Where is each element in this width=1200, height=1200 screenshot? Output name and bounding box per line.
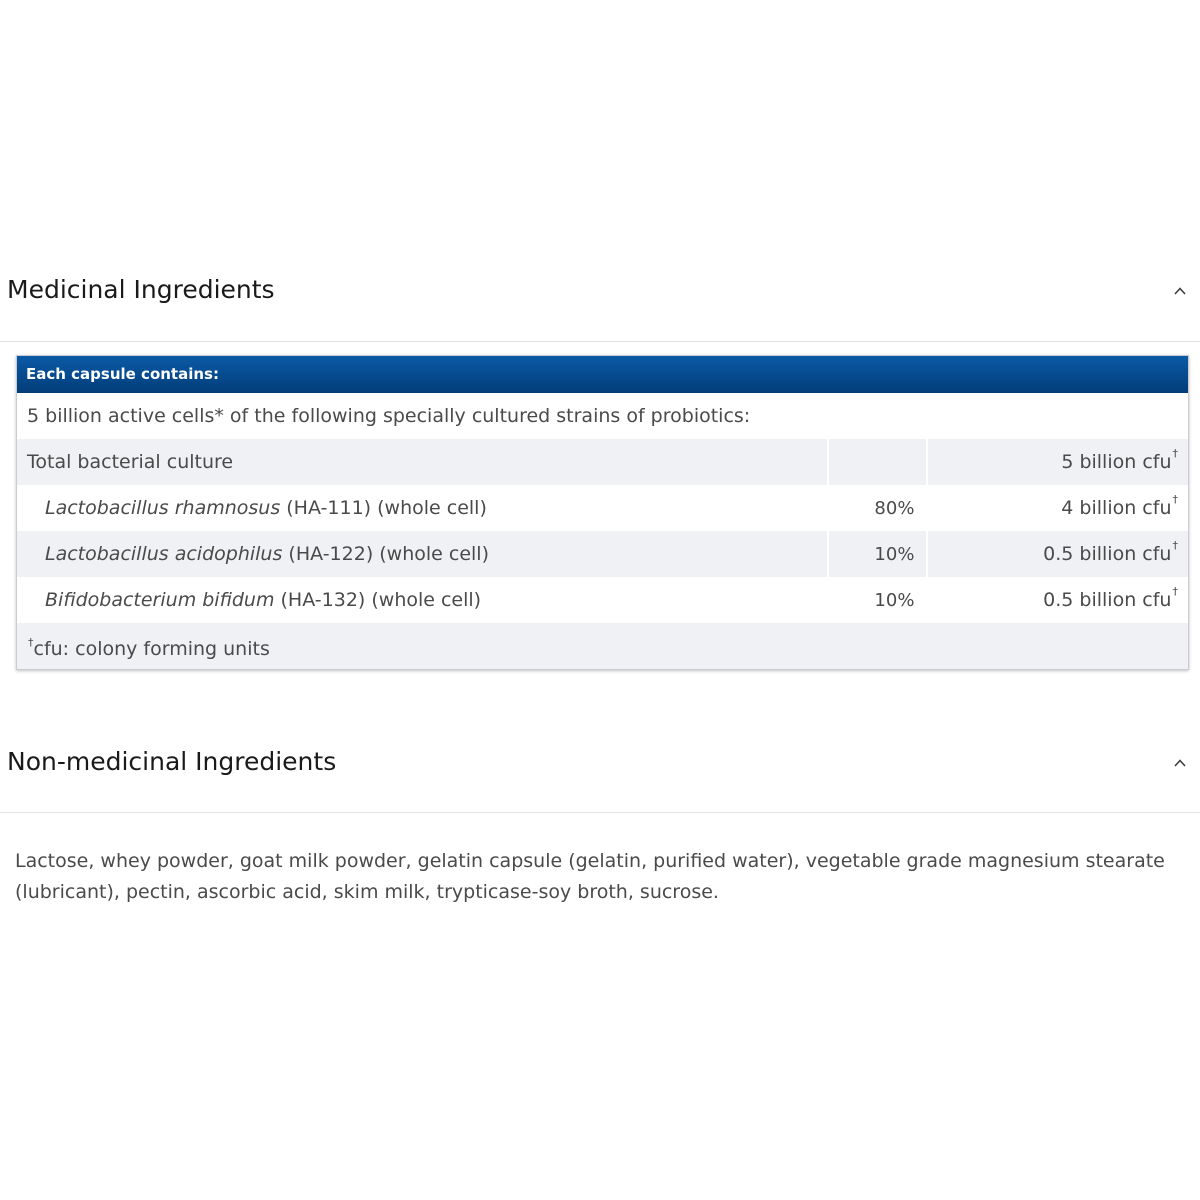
dagger-marker: † — [1172, 584, 1178, 598]
ingredient-percent: 80% — [874, 497, 915, 519]
strain-detail: (HA-132) (whole cell) — [274, 589, 482, 611]
non-medicinal-ingredients-title: Non-medicinal Ingredients — [7, 747, 337, 776]
table-row-total — [17, 439, 1188, 485]
total-label: Total bacterial culture — [17, 439, 827, 485]
non-medicinal-ingredients-text: Lactose, whey powder, goat milk powder, gelatin capsule (gelatin, purified water), vegetable grade magnesium stearate (lubricant), pectin, ascorbic acid, skim milk, trypticase-soy broth, sucrose. — [15, 850, 1165, 903]
total-percent — [829, 439, 927, 485]
strain-detail: (HA-111) (whole cell) — [280, 497, 487, 519]
chevron-up-icon[interactable] — [1173, 284, 1187, 298]
ingredient-name — [17, 577, 827, 623]
ingredient-name — [17, 531, 827, 577]
ingredient-amount — [928, 577, 1188, 623]
footnote-text: cfu: colony forming units — [33, 638, 270, 660]
medicinal-ingredients-table — [16, 355, 1189, 670]
amount-text: 0.5 billion cfu — [1043, 589, 1172, 611]
ingredient-amount — [928, 531, 1188, 577]
strain-detail: (HA-122) (whole cell) — [282, 543, 489, 565]
medicinal-ingredients-header[interactable] — [0, 262, 1200, 342]
table-row — [17, 577, 1188, 623]
chevron-up-icon[interactable] — [1173, 756, 1187, 770]
ingredient-name — [17, 485, 827, 531]
dagger-marker: † — [1172, 446, 1178, 460]
table-row — [17, 485, 1188, 531]
strain-name: Bifidobacterium bifidum — [45, 589, 275, 611]
amount-text: 0.5 billion cfu — [1043, 543, 1172, 565]
amount-text: 5 billion cfu — [1061, 451, 1172, 473]
ingredient-percent: 10% — [874, 589, 915, 611]
dagger-marker: † — [1172, 492, 1178, 506]
ingredient-percent: 10% — [829, 531, 927, 577]
table-row — [17, 531, 1188, 577]
table-intro: 5 billion active cells* of the following specially cultured strains of probiotics: — [27, 405, 751, 427]
dagger-marker: † — [1172, 538, 1178, 552]
total-amount — [928, 439, 1188, 485]
amount-text: 4 billion cfu — [1061, 497, 1172, 519]
non-medicinal-ingredients-header[interactable] — [0, 734, 1200, 813]
strain-name: Lactobacillus rhamnosus — [45, 497, 281, 519]
dagger-marker: † — [28, 636, 34, 649]
table-footnote — [17, 623, 1188, 669]
ingredient-amount — [928, 485, 1188, 531]
table-header: Each capsule contains: — [17, 356, 1188, 393]
strain-name: Lactobacillus acidophilus — [45, 543, 283, 565]
medicinal-ingredients-title: Medicinal Ingredients — [7, 275, 275, 304]
